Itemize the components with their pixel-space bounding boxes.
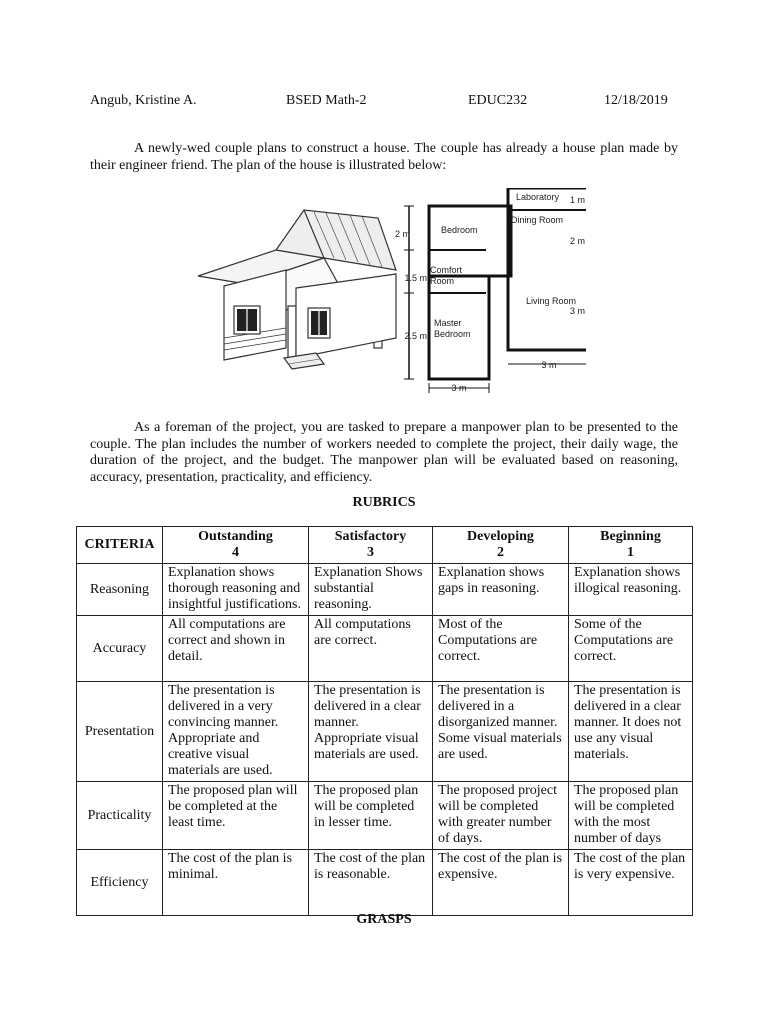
- level-header: [163, 527, 309, 564]
- rubric-cell: The proposed project will be completed with greater number of days.: [433, 782, 569, 850]
- rubric-cell: Some of the Computations are correct.: [569, 616, 693, 682]
- intro-text: A newly-wed couple plans to construct a house. The couple has already a house plan made by their engineer friend. The plan of the house is illustrated below:: [90, 141, 678, 173]
- room-comfort-1: Comfort: [430, 265, 463, 275]
- rubric-cell: The presentation is delivered in a clear manner. Appropriate visual materials are used.: [309, 682, 433, 782]
- dim-bottom-left: 3 m: [451, 383, 467, 393]
- dim-left-top: 2 m: [394, 229, 410, 239]
- table-row: [77, 564, 693, 616]
- rubric-cell: Most of the Computations are correct.: [433, 616, 569, 682]
- rubrics-title: RUBRICS: [352, 495, 416, 510]
- room-comfort-2: Room: [430, 276, 455, 286]
- task-text: As a foreman of the project, you are tasked to prepare a manpower plan to be presented to the couple. The plan includes the number of workers needed to complete the project, their daily wage, the duration of the project, and the budget. The manpower plan will be evaluated based on reasoning, accuracy, presentation, practicality, and efficiency.: [90, 420, 678, 485]
- dim-bottom-right: 3 m: [541, 360, 557, 370]
- criterion-cell: Practicality: [77, 782, 163, 850]
- level-name: Outstanding: [198, 529, 273, 544]
- rubric-cell: All computations are correct.: [309, 616, 433, 682]
- rubric-cell: All computations are correct and shown in detail.: [163, 616, 309, 682]
- room-master-1: Master: [434, 318, 462, 328]
- rubric-cell: The proposed plan will be completed in lesser time.: [309, 782, 433, 850]
- level-header: [569, 527, 693, 564]
- level-name: Developing: [467, 529, 534, 544]
- house-illustration: [196, 188, 586, 398]
- intro-paragraph: [90, 141, 678, 174]
- rubric-cell: The cost of the plan is minimal.: [163, 850, 309, 916]
- level-score: 3: [367, 545, 374, 560]
- rubric-cell: The cost of the plan is expensive.: [433, 850, 569, 916]
- level-header: [309, 527, 433, 564]
- dim-right-top: 1 m: [569, 195, 585, 205]
- subject-code: EDUC232: [468, 93, 528, 108]
- room-laboratory: Laboratory: [516, 192, 560, 202]
- level-header: [433, 527, 569, 564]
- criterion-cell: Presentation: [77, 682, 163, 782]
- level-score: 4: [232, 545, 239, 560]
- grasps-title: GRASPS: [356, 912, 412, 927]
- table-header-row: [77, 527, 693, 564]
- criterion-cell: Accuracy: [77, 616, 163, 682]
- rubric-cell: The proposed plan will be completed at the least time.: [163, 782, 309, 850]
- room-bedroom: Bedroom: [441, 225, 478, 235]
- level-name: Satisfactory: [334, 529, 407, 544]
- rubric-cell: Explanation shows thorough reasoning and insightful justifications.: [163, 564, 309, 616]
- student-name: Angub, Kristine A.: [90, 93, 197, 108]
- level-score: 1: [627, 545, 634, 560]
- table-row: [77, 850, 693, 916]
- rubric-cell: The proposed plan will be completed with the most number of days: [569, 782, 693, 850]
- dim-left-bot: 2.5 m: [404, 331, 427, 341]
- rubric-table: [76, 526, 693, 916]
- dim-right-mid: 2 m: [569, 236, 585, 246]
- dim-left-mid: 1.5 m: [404, 273, 427, 283]
- table-row: [77, 782, 693, 850]
- room-master-2: Bedroom: [434, 329, 471, 339]
- criterion-cell: Reasoning: [77, 564, 163, 616]
- rubric-cell: Explanation Shows substantial reasoning.: [309, 564, 433, 616]
- rubric-cell: The presentation is delivered in a very convincing manner. Appropriate and creative visual materials are used.: [163, 682, 309, 782]
- rubric-cell: Explanation shows illogical reasoning.: [569, 564, 693, 616]
- table-row: [77, 616, 693, 682]
- criteria-header: CRITERIA: [77, 527, 163, 564]
- criterion-cell: Efficiency: [77, 850, 163, 916]
- level-name: Beginning: [600, 529, 661, 544]
- course-label: BSED Math-2: [286, 93, 367, 108]
- task-paragraph: [90, 420, 678, 486]
- dim-right-bot: 3 m: [569, 306, 585, 316]
- room-dining: Dining Room: [511, 215, 564, 225]
- rubric-cell: The cost of the plan is very expensive.: [569, 850, 693, 916]
- rubric-cell: The cost of the plan is reasonable.: [309, 850, 433, 916]
- level-score: 2: [497, 545, 504, 560]
- rubric-cell: Explanation shows gaps in reasoning.: [433, 564, 569, 616]
- rubric-cell: The presentation is delivered in a clear manner. It does not use any visual materials.: [569, 682, 693, 782]
- house-sketch: [198, 210, 396, 369]
- table-row: [77, 682, 693, 782]
- document-date: 12/18/2019: [604, 93, 668, 108]
- room-living: Living Room: [526, 296, 577, 306]
- rubric-cell: The presentation is delivered in a disorganized manner. Some visual materials are used.: [433, 682, 569, 782]
